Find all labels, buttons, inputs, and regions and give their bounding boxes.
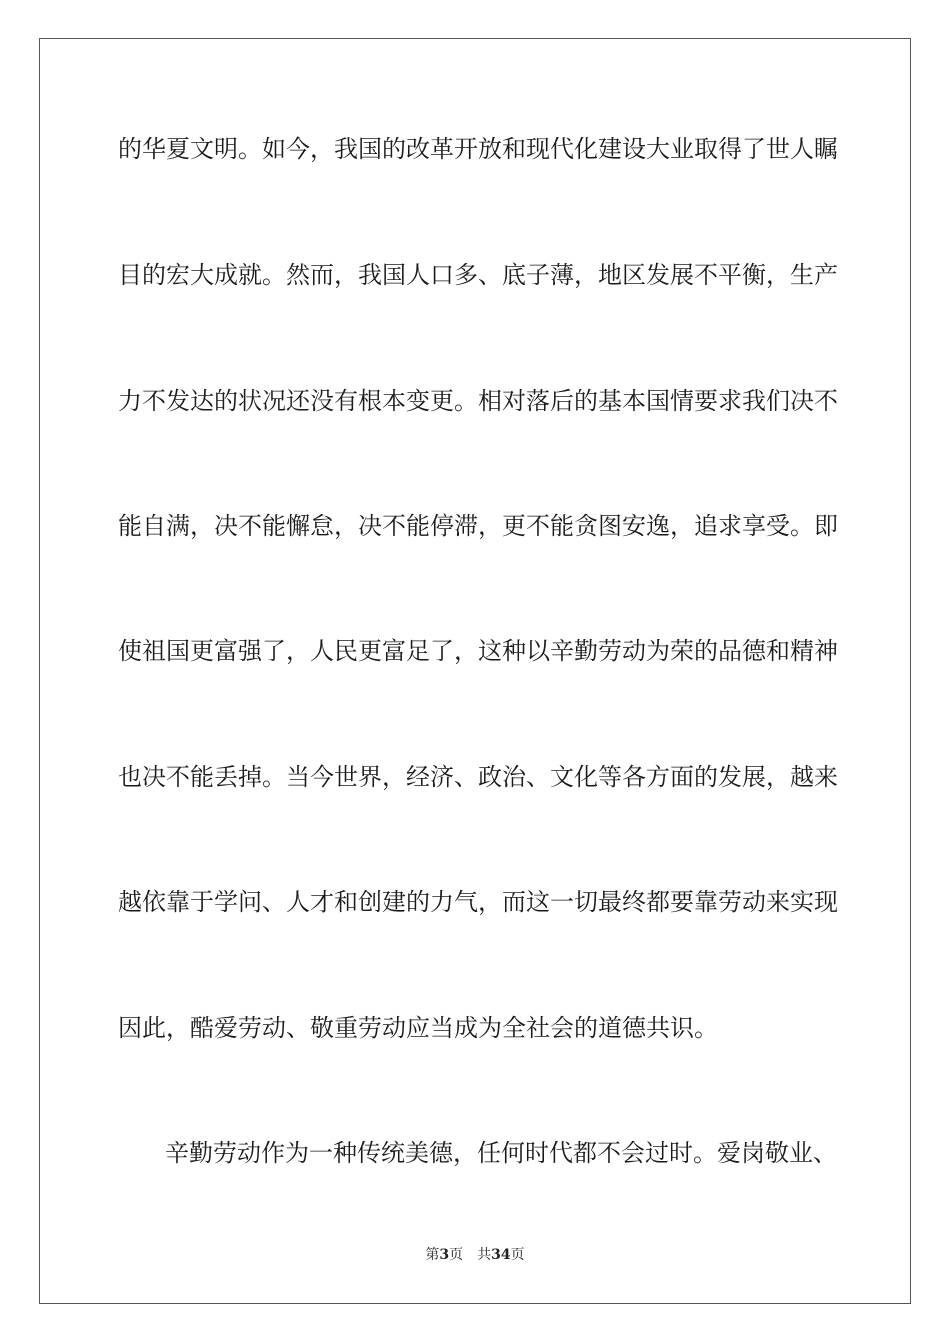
total-unit: 页 bbox=[510, 1247, 525, 1263]
body-text-line: 也决不能丢掉。当今世界，经济、政治、文化等各方面的发展，越来 bbox=[118, 763, 838, 791]
body-text-line: 越依靠于学问、人才和创建的力气，而这一切最终都要靠劳动来实现 bbox=[118, 888, 838, 916]
body-text-line: 目的宏大成就。然而，我国人口多、底子薄，地区发展不平衡，生产 bbox=[118, 261, 838, 289]
body-text-line: 使祖国更富强了，人民更富足了，这种以辛勤劳动为荣的品德和精神 bbox=[118, 637, 838, 665]
body-text-line: 因此，酷爱劳动、敬重劳动应当成为全社会的道德共识。 bbox=[118, 1014, 718, 1042]
page-footer bbox=[0, 1246, 950, 1264]
body-text-line: 能自满，决不能懈怠，决不能停滞，更不能贪图安逸，追求享受。即 bbox=[118, 512, 838, 540]
body-text-line: 的华夏文明。如今，我国的改革开放和现代化建设大业取得了世人瞩 bbox=[118, 135, 838, 163]
page-prefix: 第 bbox=[425, 1247, 440, 1263]
total-prefix: 共 bbox=[477, 1247, 492, 1263]
page-unit: 页 bbox=[449, 1247, 464, 1263]
paragraph-first-line: 辛勤劳动作为一种传统美德，任何时代都不会过时。爱岗敬业、 bbox=[165, 1139, 837, 1167]
body-text-line: 力不发达的状况还没有根本变更。相对落后的基本国情要求我们决不 bbox=[118, 387, 838, 415]
current-page-number: 3 bbox=[439, 1247, 450, 1263]
total-page-count: 34 bbox=[491, 1247, 511, 1263]
page-frame bbox=[39, 38, 911, 1304]
